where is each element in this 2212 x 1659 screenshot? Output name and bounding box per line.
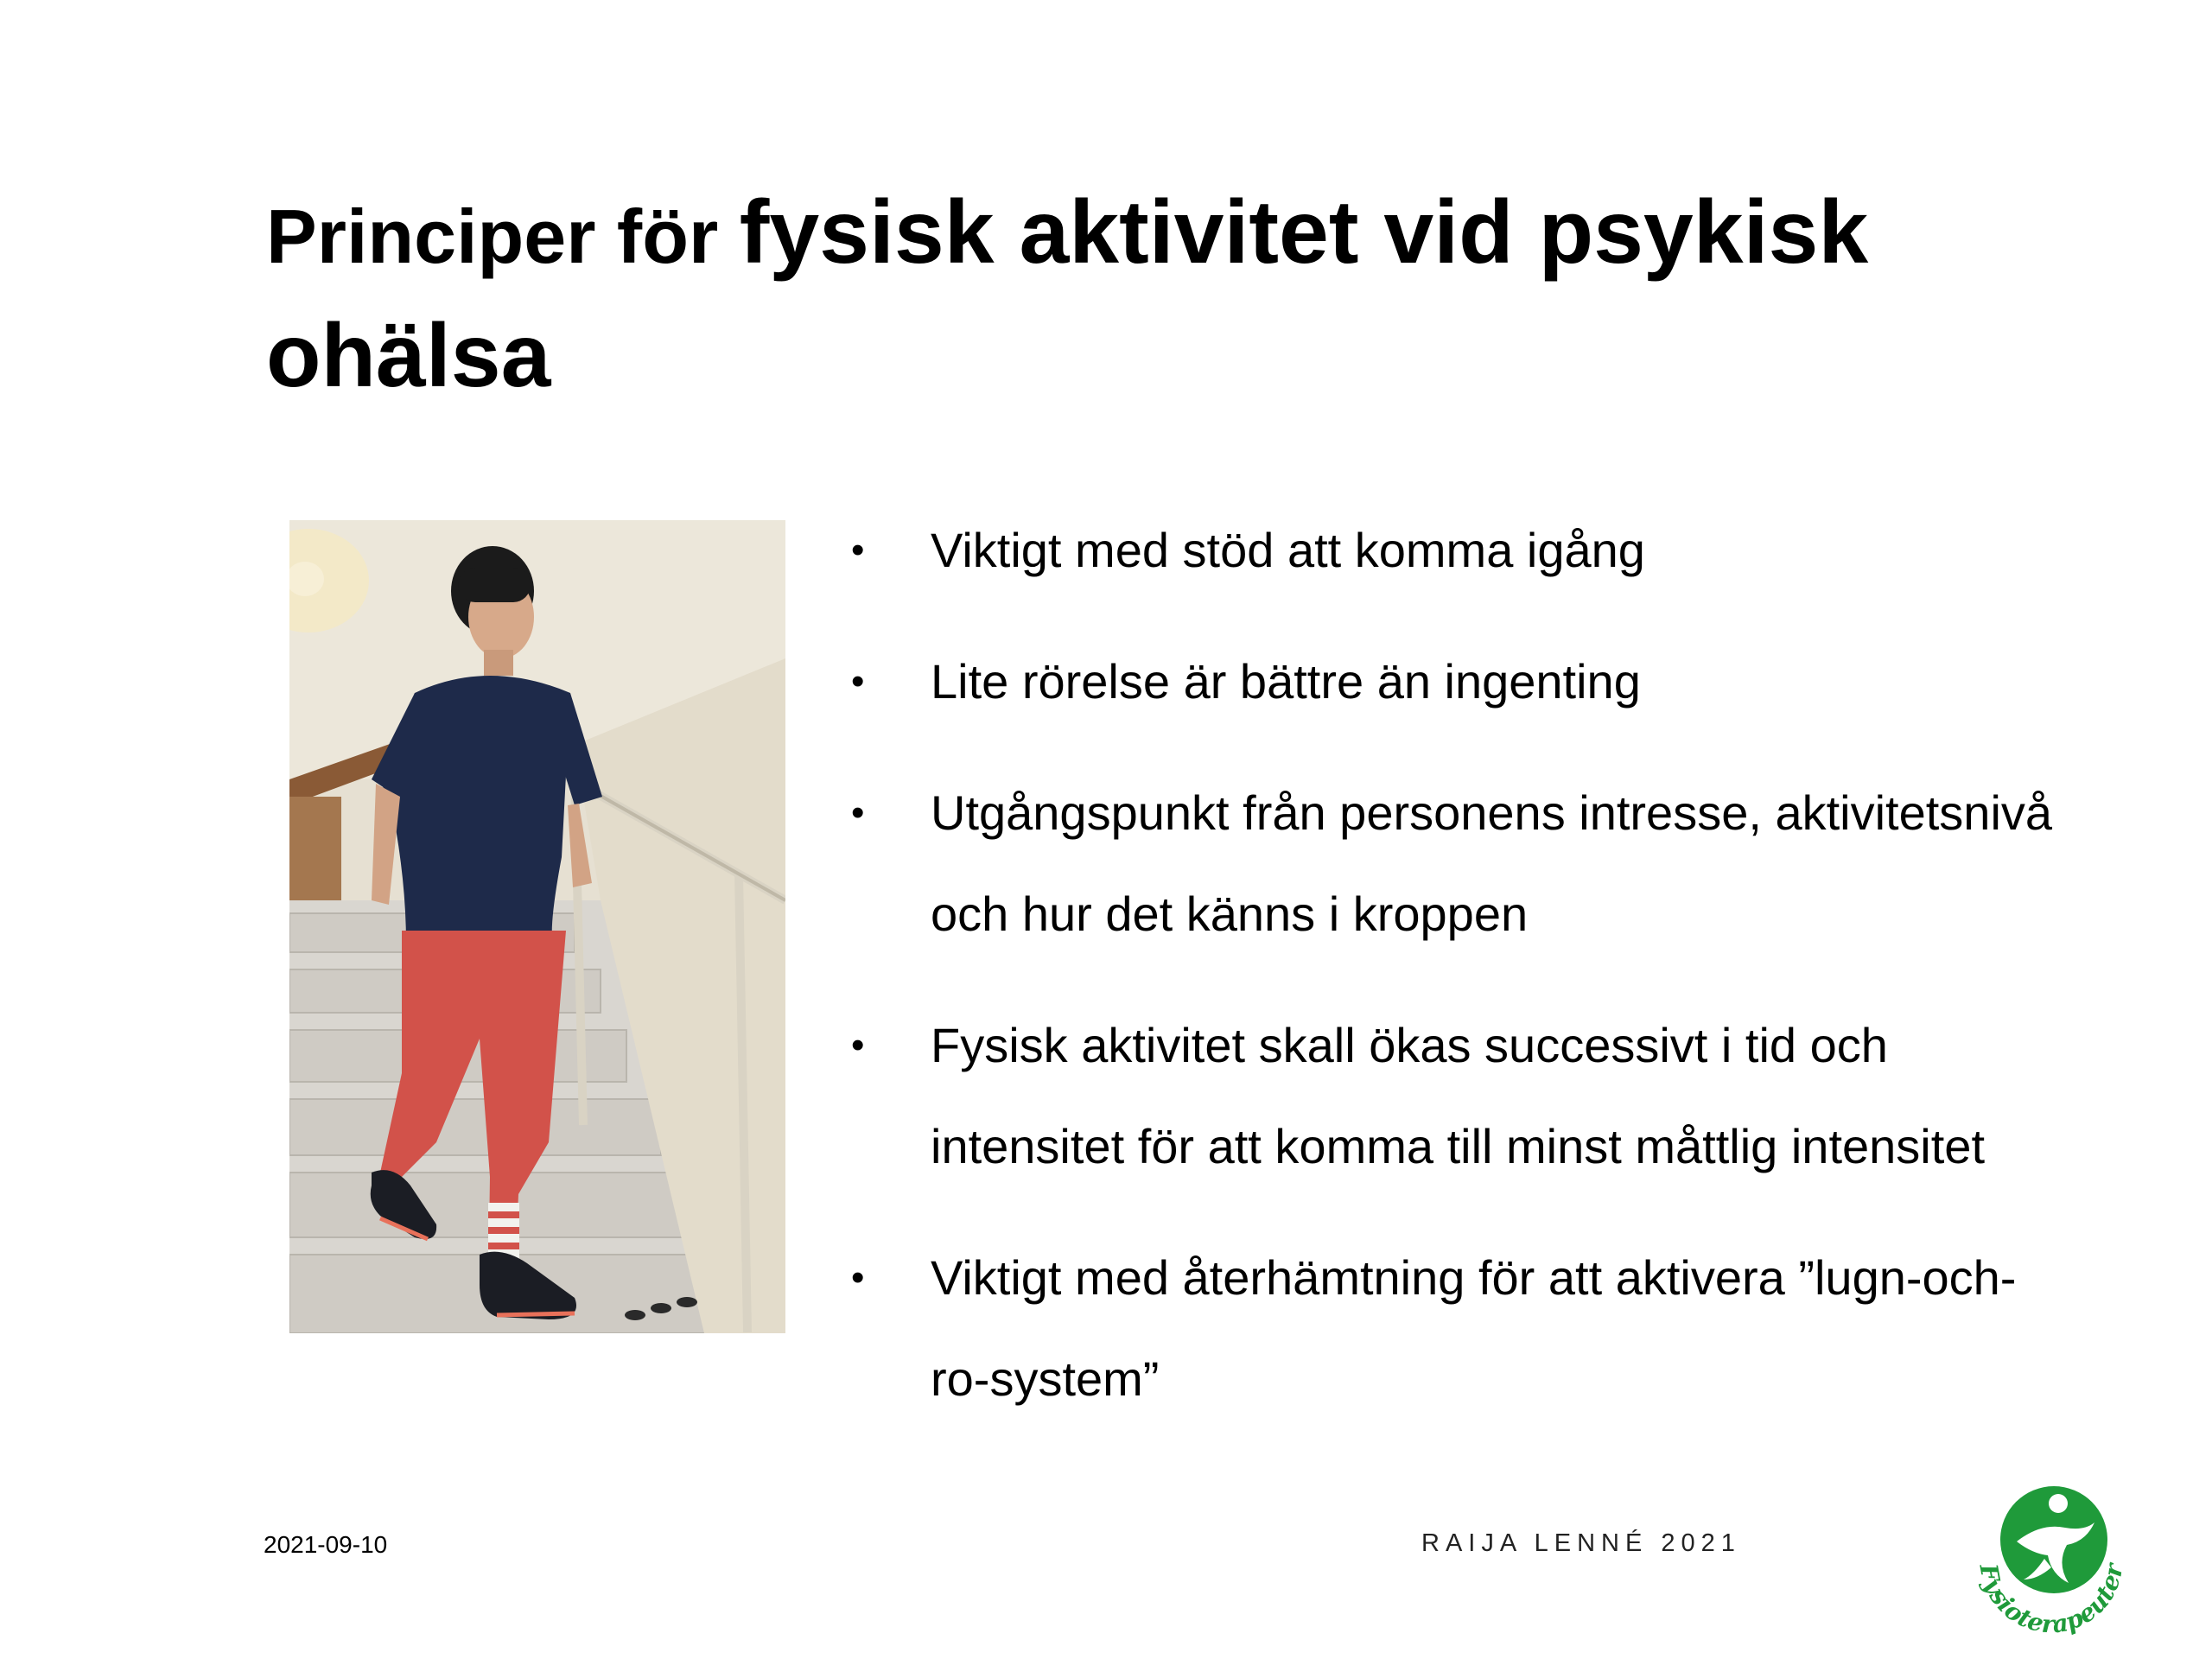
footer-date: 2021-09-10 (264, 1531, 388, 1558)
slide-title-part1: Principer för (266, 194, 740, 279)
slide-title (266, 173, 1908, 418)
logo-text: Fysioterapeuter (1974, 1561, 2129, 1639)
slide-title-part2: fysisk aktivitet vid psykisk ohälsa (266, 182, 1869, 406)
bullet-text: Lite rörelse är bättre än ingenting (931, 654, 1641, 709)
bullet-item (851, 631, 2061, 732)
bullet-text: Viktigt med stöd att komma igång (931, 523, 1645, 577)
bullet-text: Fysisk aktivitet skall ökas successivt i tid och intensitet för att komma till minst måttlig intensitet (931, 1018, 1985, 1173)
fysioterapeuterna-logo (1955, 1462, 2145, 1652)
bullet-marker: • (851, 529, 865, 571)
woman-walking-down-stairs-photo (289, 520, 785, 1333)
bullet-marker: • (851, 660, 865, 702)
bullet-text: Viktigt med återhämtning för att aktivera ”lugn-och-ro-system” (931, 1250, 2017, 1406)
bullet-item (851, 499, 2061, 601)
bullet-marker: • (851, 1024, 865, 1066)
bullet-text: Utgångspunkt från personens intresse, aktivitetsnivå och hur det känns i kroppen (931, 785, 2053, 941)
bullet-marker: • (851, 791, 865, 834)
bullet-list (851, 499, 2061, 1459)
bullet-marker: • (851, 1256, 865, 1299)
footer-author: RAIJA LENNÉ 2021 (1421, 1529, 1741, 1557)
bullet-item (851, 1227, 2061, 1429)
bullet-item (851, 762, 2061, 964)
bullet-item (851, 995, 2061, 1197)
